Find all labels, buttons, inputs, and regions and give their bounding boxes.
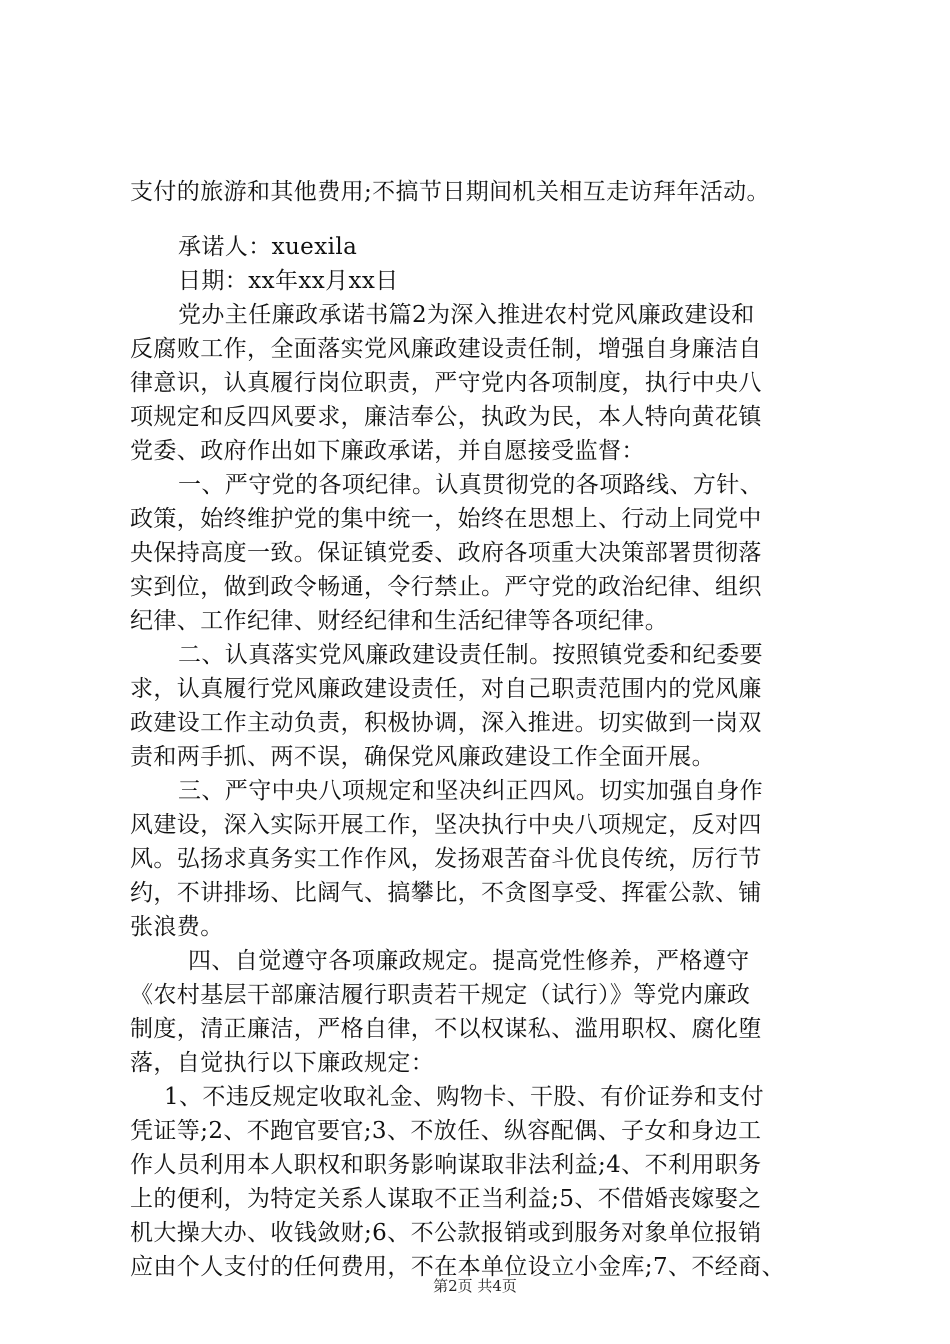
text-line: 上的便利，为特定关系人谋取不正当利益;5、不借婚丧嫁娶之 <box>130 1186 762 1212</box>
text-line: 项规定和反四风要求，廉洁奉公，执政为民，本人特向黄花镇 <box>130 404 762 430</box>
text-line: 《农村基层干部廉洁履行职责若干规定（试行）》等党内廉政 <box>130 982 751 1008</box>
text-line: 党委、政府作出如下廉政承诺，并自愿接受监督： <box>130 438 645 464</box>
text-line: 落，自觉执行以下廉政规定： <box>130 1050 435 1076</box>
text-line: 四、自觉遵守各项廉政规定。提高党性修养，严格遵守 <box>188 948 750 974</box>
text-line: 求，认真履行党风廉政建设责任，对自己职责范围内的党风廉 <box>130 676 762 702</box>
text-line: 支付的旅游和其他费用;不搞节日期间机关相互走访拜年活动。 <box>130 179 770 205</box>
text-line: 央保持高度一致。保证镇党委、政府各项重大决策部署贯彻落 <box>130 540 762 566</box>
text-line: 作人员利用本人职权和职务影响谋取非法利益;4、不利用职务 <box>130 1152 762 1178</box>
text-line: 政策，始终维护党的集中统一，始终在思想上、行动上同党中 <box>130 506 762 532</box>
text-line: 应由个人支付的任何费用，不在本单位设立小金库;7、不经商、 <box>130 1254 785 1280</box>
page-number-footer: 第2页 共4页 <box>433 1277 517 1295</box>
text-line: 责和两手抓、两不误，确保党风廉政建设工作全面开展。 <box>130 744 715 770</box>
text-line: 风。弘扬求真务实工作作风，发扬艰苦奋斗优良传统，厉行节 <box>130 846 762 872</box>
text-line: 二、认真落实党风廉政建设责任制。按照镇党委和纪委要 <box>178 642 763 668</box>
text-line: 纪律、工作纪律、财经纪律和生活纪律等各项纪律。 <box>130 608 669 634</box>
text-line: 1、不违反规定收取礼金、购物卡、干股、有价证券和支付 <box>164 1084 765 1110</box>
text-line: 反腐败工作，全面落实党风廉政建设责任制，增强自身廉洁自 <box>130 336 762 362</box>
text-line: 凭证等;2、不跑官要官;3、不放任、纵容配偶、子女和身边工 <box>130 1118 762 1144</box>
text-line: 实到位，做到政令畅通，令行禁止。严守党的政治纪律、组织 <box>130 574 762 600</box>
text-line: 三、严守中央八项规定和坚决纠正四风。切实加强自身作 <box>178 778 763 804</box>
date-line: 日期：xx年xx月xx日 <box>178 268 399 294</box>
text-line: 律意识，认真履行岗位职责，严守党内各项制度，执行中央八 <box>130 370 762 396</box>
text-line: 党办主任廉政承诺书篇2为深入推进农村党风廉政建设和 <box>178 302 755 328</box>
text-line: 机大操大办、收钱敛财;6、不公款报销或到服务对象单位报销 <box>130 1220 762 1246</box>
text-line: 风建设，深入实际开展工作，坚决执行中央八项规定，反对四 <box>130 812 762 838</box>
text-line: 约，不讲排场、比阔气、搞攀比，不贪图享受、挥霍公款、铺 <box>130 880 762 906</box>
text-line: 一、严守党的各项纪律。认真贯彻党的各项路线、方针、 <box>178 472 763 498</box>
signatory-line: 承诺人：xuexila <box>178 234 358 260</box>
text-line: 制度，清正廉洁，严格自律，不以权谋私、滥用职权、腐化堕 <box>130 1016 762 1042</box>
text-line: 张浪费。 <box>130 914 224 940</box>
text-line: 政建设工作主动负责，积极协调，深入推进。切实做到一岗双 <box>130 710 762 736</box>
